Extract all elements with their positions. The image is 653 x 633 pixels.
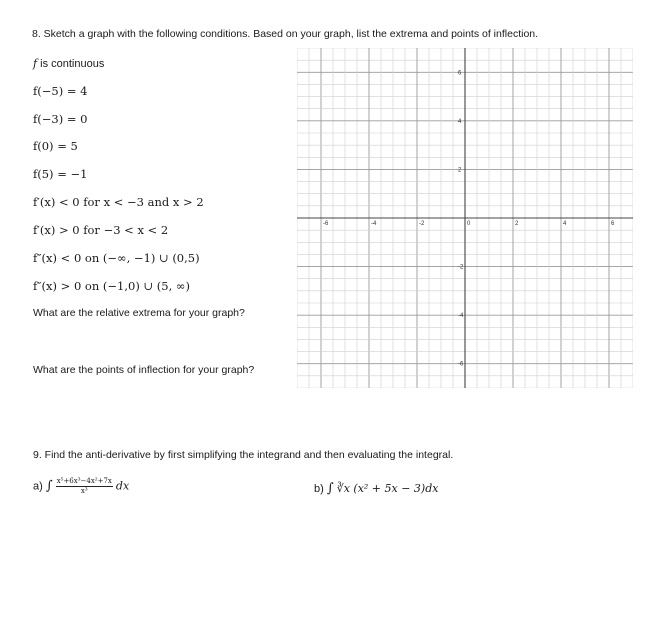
question-9-prompt: 9. Find the anti-derivative by first simplifying the integrand and then evaluating the integral. xyxy=(33,449,454,461)
y-tick-label: -4 xyxy=(458,313,464,320)
fraction-denominator: x³ xyxy=(80,487,88,495)
part-a-label: a) xyxy=(33,480,43,493)
extrema-question: What are the relative extrema for your graph? xyxy=(33,307,245,319)
part-b-label: b) xyxy=(314,483,324,495)
fraction-numerator: x⁵+6x³−4x²+7x xyxy=(56,477,112,485)
fraction xyxy=(56,478,113,495)
integral-sign-icon: ∫ xyxy=(45,478,53,494)
inflection-question: What are the points of inflection for your graph? xyxy=(33,364,255,376)
x-tick-label: 2 xyxy=(515,221,519,227)
condition-continuous: f is continuous xyxy=(33,57,105,70)
question-9a xyxy=(33,478,129,495)
axes xyxy=(297,48,633,388)
x-tick-label: 6 xyxy=(611,221,615,227)
condition-6: f′(x) > 0 for −3 < x < 2 xyxy=(33,223,169,237)
condition-7: f″(x) < 0 on (−∞, −1) ∪ (0,5) xyxy=(33,251,200,265)
part-b-expression: ∛x (x² + 5x − 3)dx xyxy=(336,482,439,495)
condition-2: f(−3) = 0 xyxy=(33,112,88,126)
y-tick-label: 2 xyxy=(458,167,462,174)
tick-labels xyxy=(323,70,615,367)
coordinate-grid[interactable] xyxy=(297,48,633,388)
y-tick-label: -2 xyxy=(458,264,464,271)
question-9b xyxy=(314,481,438,496)
condition-5: f′(x) < 0 for x < −3 and x > 2 xyxy=(33,195,204,209)
x-tick-label: -2 xyxy=(419,221,425,227)
question-8-prompt: 8. Sketch a graph with the following conditions. Based on your graph, list the extrema and points of inflection. xyxy=(32,28,539,40)
condition-continuous-text: is continuous xyxy=(40,58,105,70)
condition-8: f″(x) > 0 on (−1,0) ∪ (5, ∞) xyxy=(33,279,190,293)
condition-3: f(0) = 5 xyxy=(33,139,78,153)
y-tick-label: 4 xyxy=(458,118,462,125)
differential: dx xyxy=(115,479,130,493)
y-tick-label: 6 xyxy=(458,70,462,77)
condition-1: f(−5) = 4 xyxy=(33,84,88,98)
condition-4: f(5) = −1 xyxy=(33,167,88,181)
x-tick-label: -4 xyxy=(371,221,377,227)
y-tick-label: -6 xyxy=(458,361,464,368)
x-tick-label: -6 xyxy=(323,221,329,227)
x-tick-label: 4 xyxy=(563,221,567,227)
integral-sign-icon: ∫ xyxy=(326,481,334,496)
x-tick-label: 0 xyxy=(467,221,471,227)
